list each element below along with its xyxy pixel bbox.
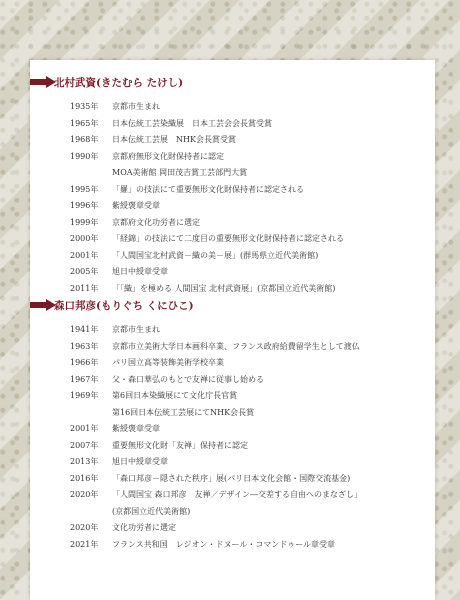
arrow-marker-icon bbox=[40, 77, 50, 87]
timeline-row bbox=[70, 233, 344, 250]
timeline-row bbox=[70, 456, 362, 473]
timeline-row bbox=[70, 440, 362, 457]
section-moriguchi bbox=[30, 298, 435, 549]
event: 日本伝統工芸展 NHK会長賞受賞 bbox=[112, 135, 236, 144]
timeline-row bbox=[70, 151, 344, 168]
timeline-row bbox=[70, 250, 344, 267]
event: パリ国立高等装飾美術学校卒業 bbox=[112, 358, 224, 367]
year: 2000年 bbox=[70, 234, 99, 243]
year: 2011年 bbox=[70, 283, 99, 293]
timeline-row bbox=[70, 283, 344, 300]
event: 紫綬褒章受章 bbox=[112, 201, 160, 210]
year: 1966年 bbox=[70, 358, 99, 367]
timeline-row bbox=[70, 266, 344, 283]
event: 旭日中綬章受章 bbox=[112, 457, 168, 466]
event: MOA美術館 岡田茂吉賞工芸部門大賞 bbox=[112, 168, 248, 177]
event: 京都市立美術大学日本画科卒業、フランス政府給費留学生として渡仏 bbox=[112, 341, 360, 351]
timeline-row bbox=[70, 118, 344, 135]
year bbox=[70, 506, 112, 523]
timeline-row bbox=[70, 506, 362, 523]
timeline-row bbox=[70, 489, 362, 506]
event: 日本伝統工芸染織展 日本工芸会会長賞受賞 bbox=[112, 118, 272, 128]
year: 1999年 bbox=[70, 217, 99, 227]
year: 1990年 bbox=[70, 151, 99, 161]
year: 2020年 bbox=[70, 523, 99, 532]
year: 1996年 bbox=[70, 201, 99, 210]
year: 2001年 bbox=[70, 250, 99, 260]
timeline-row bbox=[70, 200, 344, 217]
timeline-list bbox=[70, 101, 344, 299]
section-header bbox=[30, 298, 435, 316]
timeline-row bbox=[70, 184, 344, 201]
event: 父・森口華弘のもとで友禅に従事し始める bbox=[112, 374, 264, 384]
timeline-row bbox=[70, 324, 362, 341]
artist-name: 森口邦彦(もりぐち くにひこ) bbox=[54, 300, 194, 312]
year: 1968年 bbox=[70, 135, 99, 144]
event: 「人間国宝 森口邦彦 友禅／デザイン―交差する自由へのまなざし」 bbox=[112, 490, 362, 499]
timeline-row bbox=[70, 217, 344, 234]
timeline-row bbox=[70, 374, 362, 391]
event: 「「織」を極める 人間国宝 北村武資展」(京都国立近代美術館) bbox=[112, 283, 336, 293]
timeline-row bbox=[70, 539, 362, 556]
timeline-row bbox=[70, 357, 362, 374]
event: 「森口邦彦－隠された秩序」展(パリ日本文化会館・国際交流基金) bbox=[112, 473, 351, 483]
timeline-row bbox=[70, 390, 362, 407]
timeline-row bbox=[70, 423, 362, 440]
section-header bbox=[30, 75, 435, 93]
year: 1969年 bbox=[70, 391, 99, 400]
event: 「経錦」の技法にて二度目の重要無形文化財保持者に認定される bbox=[112, 234, 344, 243]
event: 第16回日本伝統工芸展にてNHK会長賞 bbox=[112, 407, 255, 417]
timeline-row bbox=[70, 101, 344, 118]
event: 文化功労者に選定 bbox=[112, 523, 176, 532]
event: 京都市生まれ bbox=[112, 102, 160, 111]
event: 「羅」の技法にて重要無形文化財保持者に認定される bbox=[112, 184, 304, 194]
event: 「人間国宝北村武資－織の美－展」(群馬県立近代美術館) bbox=[112, 250, 319, 260]
timeline-row bbox=[70, 134, 344, 151]
event: 京都市生まれ bbox=[112, 325, 160, 334]
event: 京都府無形文化財保持者に認定 bbox=[112, 151, 224, 161]
event: フランス共和国 レジオン・ドヌール・コマンドゥール章受章 bbox=[112, 539, 336, 549]
timeline-row bbox=[70, 341, 362, 358]
timeline-row bbox=[70, 407, 362, 424]
event: (京都国立近代美術館) bbox=[112, 506, 191, 516]
year: 1935年 bbox=[70, 102, 99, 111]
timeline-row bbox=[70, 167, 344, 184]
arrow-marker-icon bbox=[40, 300, 50, 310]
timeline-row bbox=[70, 473, 362, 490]
event: 紫綬褒章受章 bbox=[112, 424, 160, 433]
timeline-row bbox=[70, 522, 362, 539]
year: 2001年 bbox=[70, 424, 99, 433]
year: 2016年 bbox=[70, 473, 99, 483]
year: 2021年 bbox=[70, 539, 99, 549]
year bbox=[70, 407, 112, 424]
artist-name: 北村武資(きたむら たけし) bbox=[54, 77, 184, 89]
event: 京都府文化功労者に選定 bbox=[112, 217, 200, 227]
year: 2005年 bbox=[70, 267, 99, 276]
chronology-card bbox=[30, 60, 435, 600]
year bbox=[70, 167, 112, 184]
year: 1941年 bbox=[70, 325, 99, 334]
year: 2020年 bbox=[70, 490, 99, 499]
event: 第6回日本染織展にて文化庁長官賞 bbox=[112, 391, 238, 400]
section-kitamura bbox=[30, 75, 435, 293]
year: 2013年 bbox=[70, 457, 99, 466]
event: 旭日中綬章受章 bbox=[112, 267, 168, 276]
year: 1963年 bbox=[70, 341, 99, 351]
event: 重要無形文化財「友禅」保持者に認定 bbox=[112, 440, 248, 450]
timeline-list bbox=[70, 324, 362, 555]
year: 1995年 bbox=[70, 184, 99, 194]
year: 1965年 bbox=[70, 118, 99, 128]
year: 2007年 bbox=[70, 440, 99, 450]
year: 1967年 bbox=[70, 374, 99, 384]
